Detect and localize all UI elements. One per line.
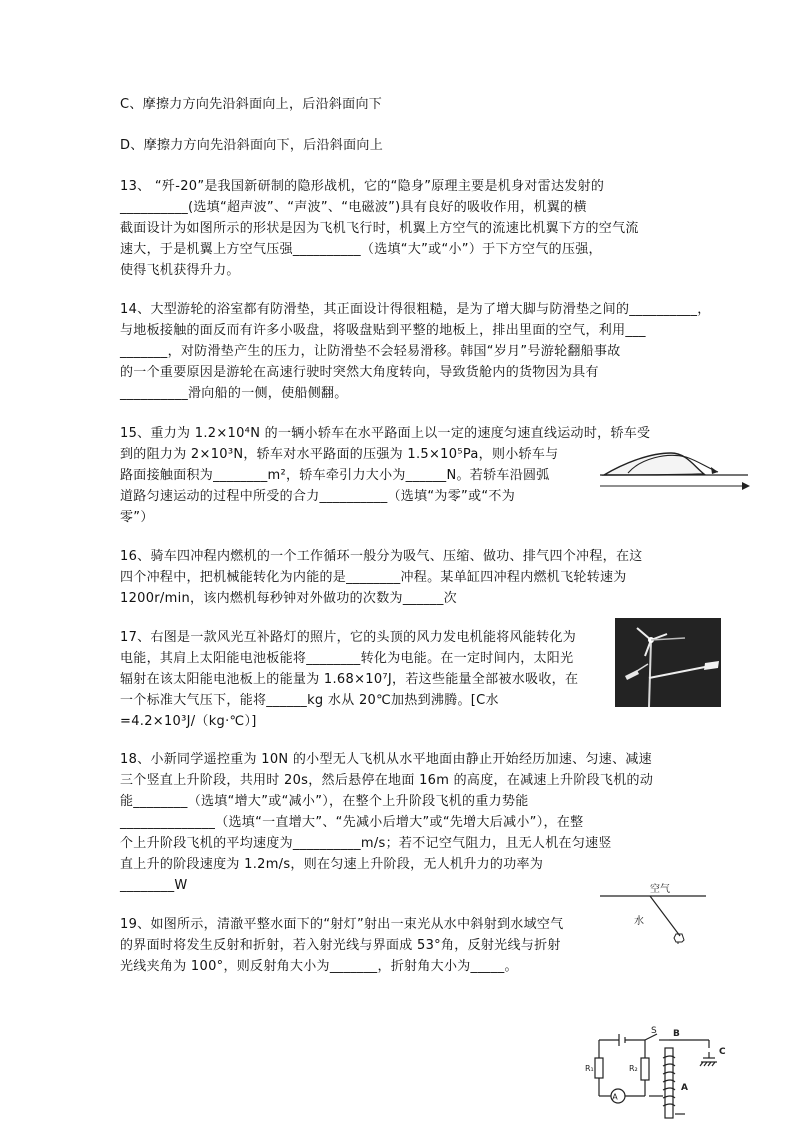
question-17-line-1: 17、右图是一款风光互补路灯的照片，它的头顶的风力发电机能将风能转化为	[120, 630, 577, 645]
magnet-label: A	[681, 1083, 688, 1093]
circuit-diagram	[585, 1014, 735, 1120]
question-13-line-5: 使得飞机获得升力。	[120, 263, 240, 278]
question-15-line-2: 到的阻力为 2×10³N，轿车对水平路面的压强为 1.5×10⁵Pa，则小轿车与	[120, 447, 559, 462]
resistor-1-label: R₁	[585, 1064, 594, 1073]
question-18-line-1: 18、小新同学遥控重为 10N 的小型无人飞机从水平地面由静止开始经历加速、匀速、减速	[120, 752, 652, 767]
contact-label: C	[719, 1047, 726, 1057]
question-13-line-2: __________(选填“超声波”、“声波”、“电磁波”)具有良好的吸收作用，机翼的横	[120, 200, 587, 215]
street-lamp-photo	[615, 618, 721, 707]
resistor-2-label: R₂	[629, 1064, 638, 1073]
water-label: 水	[634, 916, 644, 927]
question-17-line-5: =4.2×10³J/（kg·℃）]	[120, 714, 257, 729]
question-19-line-2: 的界面时将发生反射和折射，若入射光线与界面成 53°角，反射光线与折射	[120, 938, 561, 953]
question-14-line-4: 的一个重要原因是游轮在高速行驶时突然大角度转向，导致货舱内的货物因为具有	[120, 365, 599, 380]
svg-text:A: A	[612, 1092, 618, 1102]
question-16-line-1: 16、骑车四冲程内燃机的一个工作循环一般分为吸气、压缩、做功、排气四个冲程，在这	[120, 549, 643, 564]
question-14-line-5: __________滑向船的一侧，使船侧翻。	[120, 386, 348, 401]
question-19-line-3: 光线夹角为 100°，则反射角大小为_______，折射角大小为_____。	[120, 959, 518, 974]
question-14-line-3: _______，对防滑垫产生的压力，让防滑垫不会轻易滑移。韩国“岁月”号游轮翻船事故	[120, 344, 621, 359]
question-18-line-6: 直上升的阶段速度为 1.2m/s，则在匀速上升阶段，无人机升力的功率为	[120, 857, 544, 872]
question-17-line-2: 电能，其肩上太阳能电池板能将________转化为电能。在一定时间内，太阳光	[120, 651, 574, 666]
wing-airflow-figure	[596, 448, 756, 498]
question-14-line-1: 14、大型游轮的浴室都有防滑垫，其正面设计得很粗糙，是为了增大脚与防滑垫之间的__________，	[120, 302, 711, 317]
option-d: D、摩擦力方向先沿斜面向下，后沿斜面向上	[120, 138, 384, 153]
question-18-line-5: 个上升阶段飞机的平均速度为__________m/s；若不记空气阻力，且无人机在匀速竖	[120, 836, 612, 851]
air-label: 空气	[650, 884, 670, 895]
switch-label: S	[651, 1026, 657, 1036]
question-17-line-3: 辐射在该太阳能电池板上的能量为 1.68×10⁷J，若这些能量全部被水吸收，在	[120, 672, 579, 687]
question-18-line-7: ________W	[120, 878, 188, 893]
question-15-line-1: 15、重力为 1.2×10⁴N 的一辆小轿车在水平路面上以一定的速度匀速直线运动时，轿车受	[120, 426, 651, 441]
question-13-line-3: 截面设计为如图所示的形状是因为飞机飞行时，机翼上方空气的流速比机翼下方的空气流	[120, 221, 639, 236]
question-15-line-5: 零”）	[120, 510, 154, 525]
armature-label: B	[673, 1029, 680, 1039]
question-18-line-2: 三个竖直上升阶段，共用时 20s，然后悬停在地面 16m 的高度，在减速上升阶段飞机的动	[120, 773, 654, 788]
question-16-line-3: 1200r/min，该内燃机每秒钟对外做功的次数为______次	[120, 591, 457, 606]
question-16-line-2: 四个冲程中，把机械能转化为内能的是________冲程。某单缸四冲程内燃机飞轮转速为	[120, 570, 627, 585]
question-13-line-1: 13、 “歼-20”是我国新研制的隐形战机，它的“隐身”原理主要是机身对雷达发射的	[120, 179, 605, 194]
question-13-line-4: 速大，于是机翼上方空气压强__________（选填“大”或“小”）于下方空气的压强，	[120, 242, 602, 257]
question-19-line-1: 19、如图所示，清澈平整水面下的“射灯”射出一束光从水中斜射到水域空气	[120, 917, 564, 932]
question-14-line-2: 与地板接触的面反而有许多小吸盘，将吸盘贴到平整的地板上，排出里面的空气，利用___	[120, 323, 646, 338]
option-c: C、摩擦力方向先沿斜面向上，后沿斜面向下	[120, 97, 383, 112]
question-18-line-4: ______________（选填“一直增大”、“先减小后增大”或“先增大后减小”），在整	[120, 815, 584, 830]
question-18-line-3: 能________（选填“增大”或“减小”），在整个上升阶段飞机的重力势能	[120, 794, 529, 809]
question-15-line-3: 路面接触面积为________m²，轿车牵引力大小为______N。若轿车沿圆弧	[120, 468, 550, 483]
question-17-line-4: 一个标准大气压下，能将______kg 水从 20℃加热到沸腾。[C水	[120, 693, 499, 708]
question-15-line-4: 道路匀速运动的过程中所受的合力__________（选填“为零”或“不为	[120, 489, 516, 504]
refraction-figure	[598, 880, 710, 944]
